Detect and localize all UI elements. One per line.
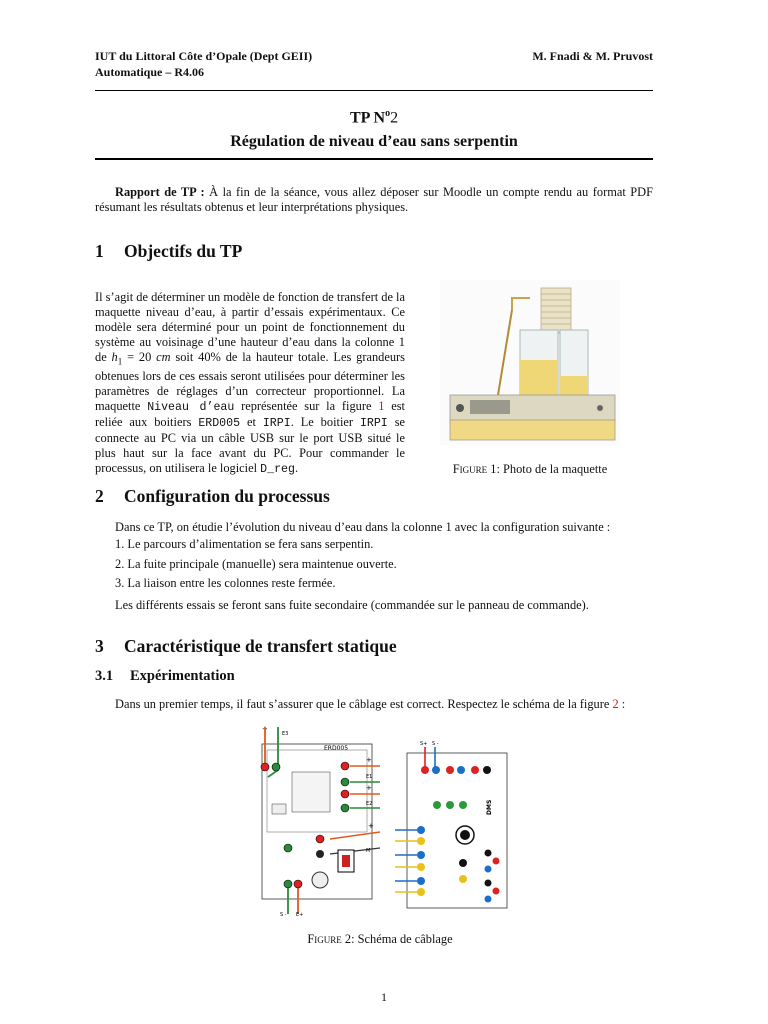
section-3-paragraph: Dans un premier temps, il faut s’assurer que le câblage est correct. Respectez le schéma de la figure 2 : bbox=[115, 697, 626, 711]
list-item: 2. La fuite principale (manuelle) sera maintenue ouverte. bbox=[115, 556, 397, 571]
e3-label: E3 bbox=[282, 731, 289, 737]
diagram-e2: E2 bbox=[366, 801, 373, 807]
erd005-label: ERD005 bbox=[324, 745, 349, 752]
title-rule bbox=[95, 158, 653, 160]
section-1-heading: 1 Objectifs du TP bbox=[95, 241, 243, 261]
figure-1-caption: Figure 1: Photo de la maquette bbox=[452, 462, 608, 476]
irpi-s-plus: S+ bbox=[420, 741, 428, 747]
diagram-e1: E1 bbox=[366, 774, 373, 780]
section-2-intro: Dans ce TP, on étudie l’évolution du niveau d’eau dans la colonne 1 avec la configuration suivante : bbox=[115, 520, 611, 534]
tp-number: TP $N^o2$ bbox=[349, 108, 399, 127]
erd005-wiring-diagram bbox=[240, 722, 380, 918]
page-number: 1 bbox=[381, 990, 387, 1004]
irpi-wiring-diagram bbox=[395, 735, 520, 911]
list-item: 3. La liaison entre les colonnes reste fermée. bbox=[115, 576, 336, 590]
figure-2-caption: Figure 2: Schéma de câblage bbox=[307, 932, 453, 946]
section-2-heading: 2 Configuration du processus bbox=[95, 486, 330, 506]
subsection-3-1-heading: 3.1 Expérimentation bbox=[95, 668, 235, 684]
figure-1-photo bbox=[440, 280, 620, 445]
header-course: Automatique – R4.06 bbox=[95, 65, 205, 79]
irpi-s-minus: S - bbox=[432, 741, 439, 747]
diagram-m: M bbox=[366, 848, 371, 854]
diagram-e-plus: E+ bbox=[296, 912, 304, 918]
bellows bbox=[541, 288, 571, 333]
section-1-paragraph: Il s’agit de déterminer un modèle de fonction de transfert de la maquette niveau d’eau, à partir d’essais expérimentaux. Ce modèle sera déterminé pour un point de fonctionnement du système au voisinage d’une hauteur d’eau dans la colonne 1 de $h_1 = 20$ cm soit 40% de la hauteur totale. Les grandeurs obtenues lors de ces essais seront utilisées pour déterminer les paramètres de réglages d’un correcteur proportionnel. La maquette Niveau d’eau représentée sur la figure 1 est reliée aux boitiers ERD005 et IRPI. Le boitier IRPI se connecte au PC via un câble USB sur le port USB situé le plus haut sur la face avant du PC. Pour commander le processus, on utilisera le logiciel D_reg. bbox=[95, 290, 406, 477]
configuration-list bbox=[115, 535, 397, 594]
section-3-heading: 3 Caractéristique de transfert statique bbox=[95, 636, 397, 656]
diagram-plus-3: + bbox=[368, 822, 374, 830]
diagram-plus-2: + bbox=[366, 784, 372, 792]
report-paragraph: Rapport de TP : À la fin de la séance, vous allez déposer sur Moodle un compte rendu au format PDF résumant les résultats obtenus et leur interprétations physiques. bbox=[95, 185, 653, 214]
diagram-plus-1: + bbox=[366, 756, 372, 764]
diagram-s-minus: S - bbox=[280, 912, 287, 918]
header-rule bbox=[95, 90, 653, 91]
list-item: 1. Le parcours d’alimentation se fera sans serpentin. bbox=[115, 537, 374, 551]
page-title: Régulation de niveau d’eau sans serpentin bbox=[230, 133, 518, 150]
plus-label: + bbox=[262, 725, 268, 733]
figure-1-ref[interactable]: 1 bbox=[378, 399, 385, 414]
figure-2-ref[interactable]: 2 bbox=[612, 697, 619, 711]
section-2-outro: Les différents essais se feront sans fuite secondaire (commandée sur le panneau de commande). bbox=[115, 598, 589, 612]
header-authors: M. Fnadi & M. Pruvost bbox=[532, 49, 653, 63]
header-institution: IUT du Littoral Côte d’Opale (Dept GEII) bbox=[95, 49, 313, 63]
dms-logo: DMS bbox=[486, 799, 493, 815]
